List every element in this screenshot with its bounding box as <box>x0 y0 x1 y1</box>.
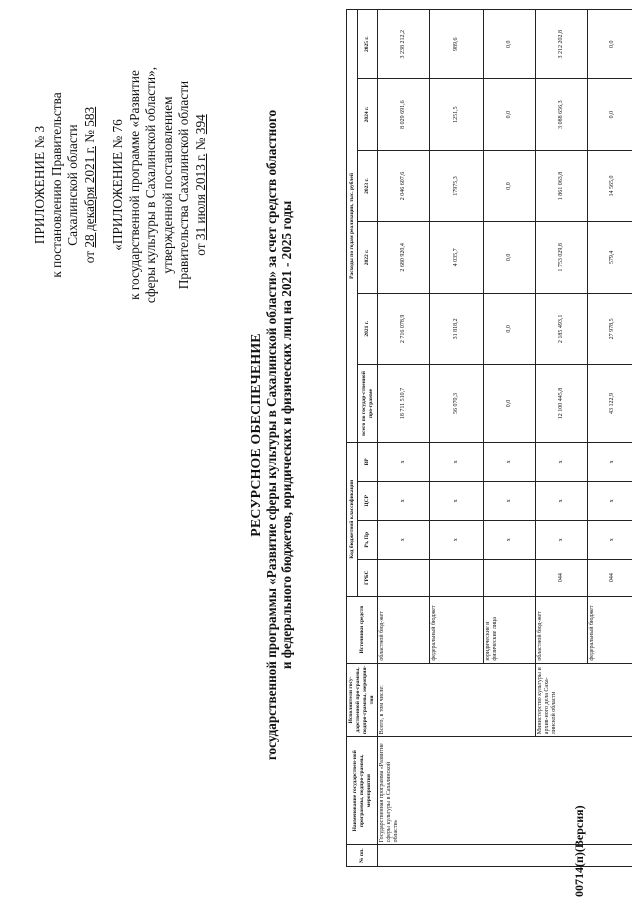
header-total: всего по государ-ственной про-грамме <box>358 365 378 443</box>
header-expenses: Расходы по годам реализации, тыс. рублей <box>347 10 358 443</box>
program-name-cell: Государственная программа «Развитие сферы культуры в Сахалинской области» <box>378 737 632 845</box>
program-date: 31 июля 2013 г. <box>192 153 208 241</box>
table-row: Министерство культуры и архив-ного дела Саха-линской области областной бюд-жет 044 х х х 12 100 445,8 2 185 493,1 1 753 029,8 1 861 063,8 3 088 656,3 3 212 202,8 <box>536 10 588 867</box>
header-csr: ЦСР <box>358 481 378 520</box>
decree-number: 583 <box>81 106 97 127</box>
header-rzpr: Рз, Пр <box>358 520 378 559</box>
appendix-line7: сферы культуры в Сахалинской области», <box>143 66 158 304</box>
title-sub2: и федерального бюджетов, юридических и физических лиц на 2021 - 2025 годы <box>279 200 294 670</box>
executor-cell: Министерство культуры и архив-ного дела Саха-линской области <box>536 663 632 737</box>
appendix-line6: к государственной программе «Развитие <box>126 70 142 300</box>
appendix-line1: ПРИЛОЖЕНИЕ № 3 <box>32 125 47 245</box>
appendix-line2: к постановлению Правительства <box>48 92 64 278</box>
appendix-line3: Сахалинской области <box>65 124 80 246</box>
header-2025: 2025 г. <box>358 10 378 79</box>
table-row: федеральный бюджет х х х 56 070,3 31 818,2 4 035,7 17975,3 1251,5 989,6 <box>430 10 484 867</box>
decree-date: 28 декабря 2021 г. <box>81 146 97 248</box>
header-budget-code: Код бюджетной классификации <box>347 442 358 596</box>
header-executor: Исполнители госу-дарственной про-граммы, подпро-граммы, мероприя-тия <box>347 663 378 737</box>
appendix-line10: от 31 июля 2013 г. № 394 <box>192 114 208 256</box>
appendix-line8: утвержденной постановлением <box>159 96 175 274</box>
header-name: Наименование государствен-ной программы, подпро-граммы, мероприятия <box>347 737 378 845</box>
resource-table <box>346 9 632 867</box>
header-sources: Источники средств <box>347 596 378 663</box>
appendix-line5: «ПРИЛОЖЕНИЕ № 76 <box>110 119 125 251</box>
header-2022: 2022 г. <box>358 222 378 293</box>
executor-cell: Всего, в том числе: <box>378 663 536 737</box>
document-title <box>248 25 295 845</box>
header-2024: 2024 г. <box>358 79 378 150</box>
header-num: № пп. <box>347 845 378 867</box>
appendix-block <box>32 60 209 310</box>
header-2023: 2023 г. <box>358 150 378 221</box>
title-main: РЕСУРСНОЕ ОБЕСПЕЧЕНИЕ <box>248 333 263 537</box>
document-code: 00714(п)(Версия) <box>572 805 586 897</box>
header-grbs: ГРБС <box>358 559 378 596</box>
title-sub1: государственной программы «Развитие сферы культуры в Сахалинской области» за счет средств областного <box>263 109 279 761</box>
header-vr: ВР <box>358 442 378 481</box>
table-row: юридические и физические лица х х х 0,0 0,0 0,0 0,0 0,0 0,0 <box>484 10 536 867</box>
appendix-line4: от 28 декабря 2021 г. № 583 <box>81 106 97 264</box>
appendix-line9: Правительства Сахалинской области <box>176 80 191 290</box>
header-2021: 2021 г. <box>358 293 378 364</box>
table-row: Государственная программа «Развитие сферы культуры в Сахалинской области» Всего, в том числе: областной бюд-жет х х х 18 711 510,7 2 716 078,9 2 680 920,4 2 046 607,6 8 029 691,6 3 238 212,2 <box>378 10 430 867</box>
program-number: 394 <box>192 114 208 135</box>
header-row-1 <box>347 10 358 867</box>
table-row: федеральный бюджет 044 х х х 43 122,9 27 978,5 579,4 14 565,0 0,0 0,0 <box>588 10 632 867</box>
